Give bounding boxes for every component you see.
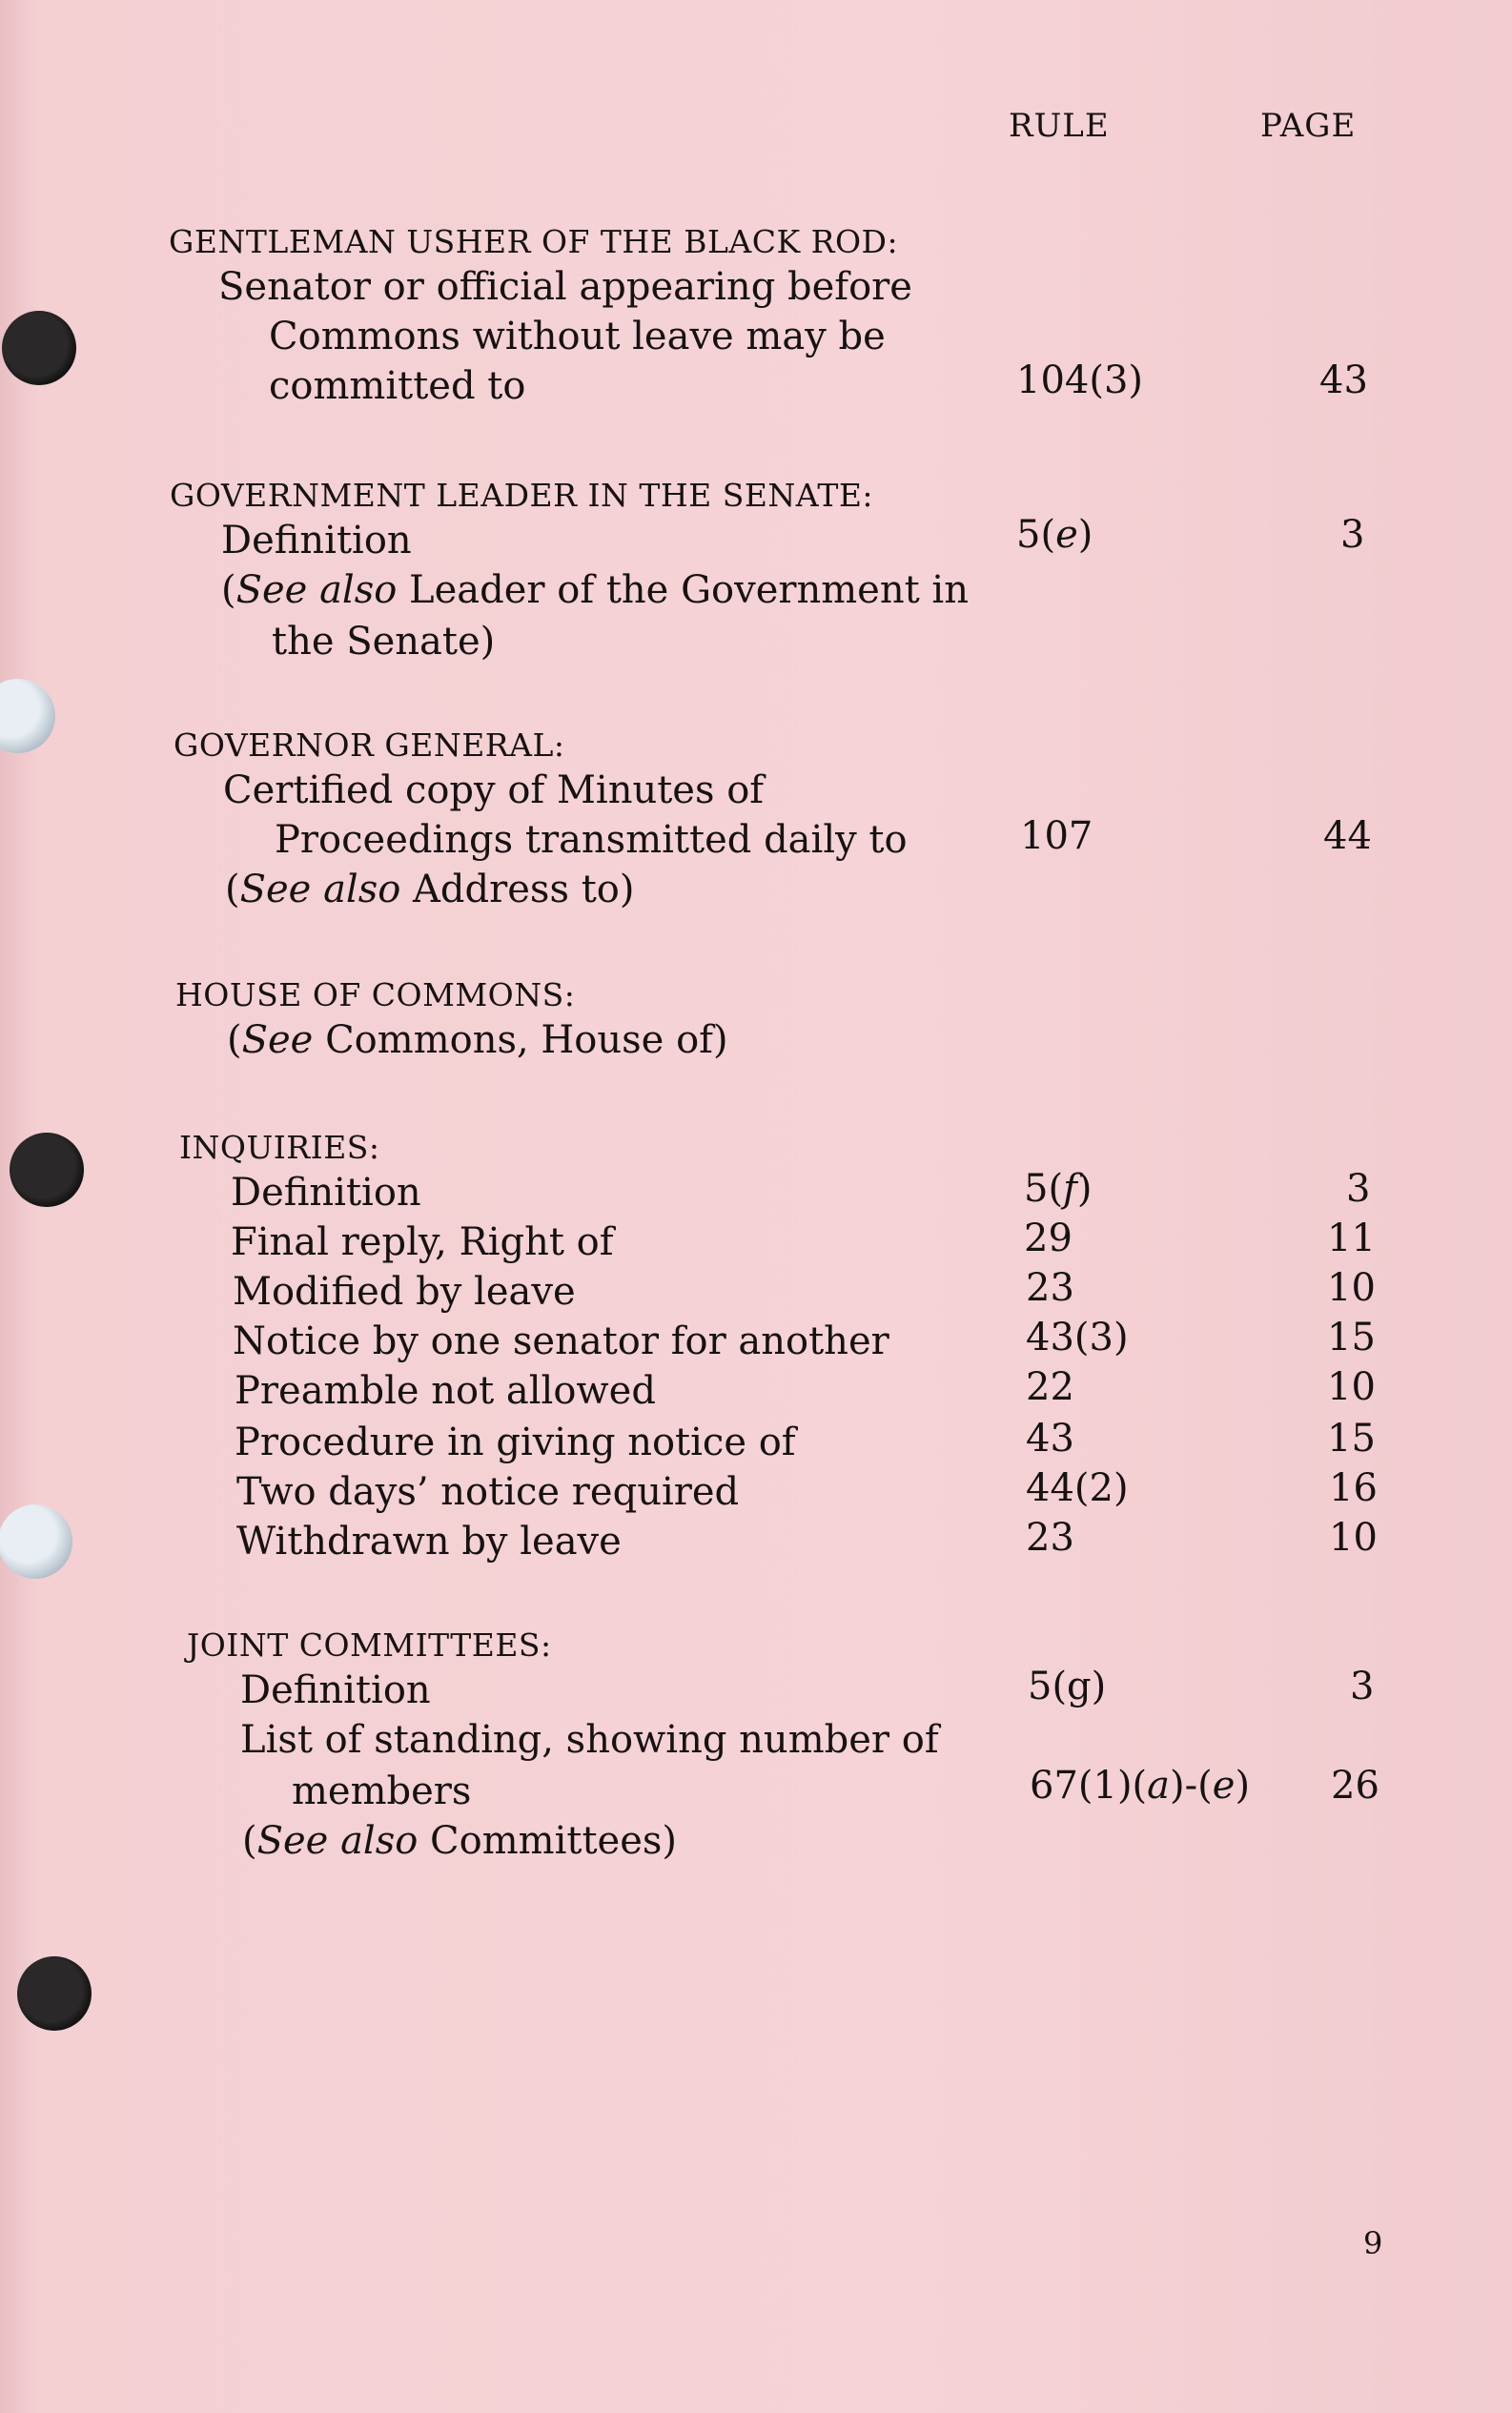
rule-number: 43 — [1026, 1417, 1074, 1461]
rule-number: 23 — [1026, 1516, 1074, 1560]
rule-number: 107 — [1020, 814, 1093, 858]
entry-text: Two days’ notice required — [236, 1470, 740, 1514]
see-also-reference: (See also Committees) — [242, 1819, 678, 1863]
entry-text: Definition — [240, 1668, 431, 1712]
binder-hole — [17, 1956, 92, 2031]
entry-text: Final reply, Right of — [231, 1220, 614, 1264]
entry-text: List of standing, showing number of — [240, 1718, 939, 1762]
rule-number: 67(1)(a)-(e) — [1030, 1764, 1251, 1808]
section-heading-black-rod: GENTLEMAN USHER OF THE BLACK ROD: — [169, 223, 899, 260]
entry-text: committed to — [269, 364, 526, 408]
entry-text: Withdrawn by leave — [236, 1520, 622, 1564]
page-number-ref: 3 — [1346, 1167, 1371, 1211]
rule-number: 5(e) — [1016, 513, 1093, 557]
section-heading-joint-committees: JOINT COMMITTEES: — [187, 1626, 552, 1664]
section-heading-house-of-commons: HOUSE OF COMMONS: — [175, 976, 576, 1013]
page-number-ref: 43 — [1319, 358, 1368, 402]
entry-text: Procedure in giving notice of — [235, 1421, 796, 1464]
section-heading-government-leader: GOVERNMENT LEADER IN THE SENATE: — [170, 477, 874, 514]
page-number-ref: 44 — [1323, 814, 1372, 858]
binder-hole — [10, 1133, 84, 1207]
page-number: 9 — [1363, 2225, 1383, 2261]
rule-number: 22 — [1026, 1365, 1074, 1409]
entry-text: Commons without leave may be — [269, 315, 886, 358]
see-also-reference-cont: the Senate) — [272, 620, 496, 664]
page-number-ref: 3 — [1350, 1665, 1375, 1708]
page-number-ref: 26 — [1331, 1764, 1379, 1808]
rule-number: 104(3) — [1016, 358, 1144, 402]
entry-text: Definition — [221, 519, 412, 562]
page-column-header: PAGE — [1260, 107, 1357, 145]
section-heading-inquiries: INQUIRIES: — [179, 1129, 380, 1166]
entry-text: Preamble not allowed — [235, 1369, 656, 1413]
entry-text: Notice by one senator for another — [233, 1319, 889, 1363]
binder-hole — [0, 1504, 72, 1579]
see-also-reference: (See also Leader of the Government in — [221, 568, 969, 612]
see-also-reference: (See Commons, House of) — [227, 1018, 728, 1062]
rule-number: 5(f) — [1024, 1167, 1093, 1211]
page-number-ref: 10 — [1327, 1266, 1376, 1310]
page-number-ref: 16 — [1329, 1466, 1378, 1510]
entry-text: Certified copy of Minutes of — [223, 768, 765, 812]
rule-number: 43(3) — [1026, 1316, 1129, 1360]
entry-text: Modified by leave — [233, 1270, 576, 1314]
rule-number: 29 — [1024, 1217, 1073, 1260]
entry-text: Definition — [231, 1171, 421, 1215]
rule-number: 44(2) — [1026, 1466, 1129, 1510]
section-heading-governor-general: GOVERNOR GENERAL: — [174, 726, 565, 764]
rule-column-header: RULE — [1009, 107, 1110, 145]
entry-text: members — [292, 1769, 472, 1813]
page-number-ref: 15 — [1327, 1316, 1376, 1360]
binder-hole — [2, 311, 76, 385]
page-number-ref: 3 — [1340, 513, 1365, 557]
entry-text: Proceedings transmitted daily to — [275, 818, 908, 862]
page-number-ref: 11 — [1327, 1217, 1376, 1260]
see-also-reference: (See also Address to) — [225, 868, 635, 911]
binder-hole — [0, 679, 55, 753]
page-number-ref: 10 — [1329, 1516, 1378, 1560]
page-number-ref: 10 — [1327, 1365, 1376, 1409]
rule-number: 5(g) — [1028, 1665, 1107, 1708]
entry-text: Senator or official appearing before — [218, 265, 912, 309]
rule-number: 23 — [1026, 1266, 1074, 1310]
page-number-ref: 15 — [1327, 1417, 1376, 1461]
